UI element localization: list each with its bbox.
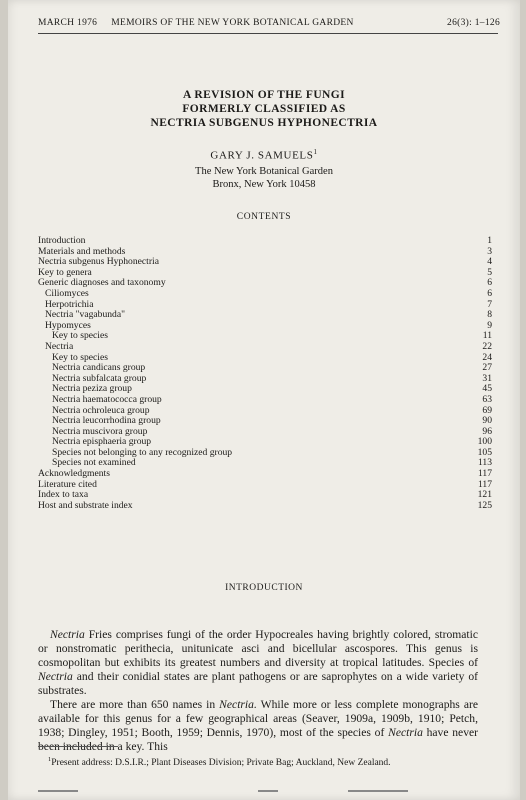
article-title bbox=[8, 88, 520, 130]
toc-page-number: 6 bbox=[487, 287, 492, 299]
toc-page-number: 105 bbox=[477, 446, 492, 458]
toc-label: Materials and methods bbox=[38, 245, 126, 257]
toc-label: Herpotrichia bbox=[45, 298, 94, 310]
title-line: A REVISION OF THE FUNGI bbox=[183, 89, 345, 101]
footnote-text: Present address: D.S.I.R.; Plant Diseases Division; Private Bag; Auckland, New Zealand. bbox=[51, 758, 391, 769]
toc-label: Key to genera bbox=[38, 266, 92, 278]
title-line: FORMERLY CLASSIFIED AS bbox=[182, 103, 346, 115]
toc-label: Acknowledgments bbox=[38, 468, 110, 480]
toc-label: Index to taxa bbox=[38, 489, 89, 501]
genus-name: Nectria. bbox=[219, 698, 257, 711]
toc-label: Nectria bbox=[45, 340, 74, 352]
toc-page-number: 31 bbox=[482, 372, 492, 384]
footnote-rule bbox=[38, 746, 118, 747]
toc-label: Nectria muscivora group bbox=[52, 425, 148, 437]
toc-page-number: 6 bbox=[487, 277, 492, 289]
toc-page-number: 45 bbox=[482, 383, 492, 395]
toc-page-number: 117 bbox=[477, 478, 492, 490]
toc-label: Nectria leucorrhodina group bbox=[52, 415, 161, 427]
introduction-body bbox=[38, 628, 478, 754]
toc-label: Nectria peziza group bbox=[52, 383, 132, 395]
toc-page-number: 22 bbox=[482, 340, 492, 352]
toc-label: Key to species bbox=[52, 330, 108, 342]
affiliation bbox=[8, 165, 520, 191]
toc-label: Nectria candicans group bbox=[52, 362, 146, 374]
running-header bbox=[38, 18, 500, 28]
toc-entry bbox=[38, 310, 492, 321]
toc-label: Hypomyces bbox=[45, 319, 91, 331]
header-date: MARCH 1976 bbox=[38, 18, 98, 28]
toc-page-number: 63 bbox=[482, 393, 492, 405]
toc-page-number: 3 bbox=[487, 245, 492, 257]
genus-name: Nectria bbox=[388, 726, 423, 739]
toc-page-number: 117 bbox=[477, 468, 492, 480]
document-page bbox=[8, 0, 520, 800]
affiliation-line: Bronx, New York 10458 bbox=[212, 179, 316, 190]
toc-label: Literature cited bbox=[38, 478, 97, 490]
toc-label: Species not examined bbox=[52, 457, 136, 469]
toc-page-number: 100 bbox=[477, 436, 492, 448]
toc-entry bbox=[38, 331, 492, 342]
toc-page-number: 4 bbox=[487, 256, 492, 268]
toc-entry bbox=[38, 289, 492, 300]
toc-label: Generic diagnoses and taxonomy bbox=[38, 277, 166, 289]
header-journal: MEMOIRS OF THE NEW YORK BOTANICAL GARDEN bbox=[111, 18, 354, 28]
toc-entry bbox=[38, 469, 492, 480]
toc-page-number: 7 bbox=[487, 298, 492, 310]
toc-entry bbox=[38, 236, 492, 247]
toc-page-number: 24 bbox=[482, 351, 492, 363]
toc-label: Nectria haematococca group bbox=[52, 393, 162, 405]
toc-entry bbox=[38, 257, 492, 268]
contents-heading: CONTENTS bbox=[236, 212, 292, 222]
toc-entry bbox=[38, 480, 492, 491]
toc-page-number: 27 bbox=[482, 362, 492, 374]
title-line: NECTRIA SUBGENUS HYPHONECTRIA bbox=[150, 117, 378, 129]
toc-page-number: 125 bbox=[477, 499, 492, 511]
toc-page-number: 8 bbox=[487, 309, 492, 321]
genus-name: Nectria bbox=[38, 670, 73, 683]
toc-entry bbox=[38, 278, 492, 289]
paragraph: There are more than 650 names in Nectria. While more or less complete monographs are available for this genus for a few geographical areas (Seaver, 1909a, 1909b, 1910; Petch, 1938; Dingley, 1951; Booth, 1959; Dennis, 1970), most of the species of Nectria have never been included in a key. This bbox=[38, 698, 478, 753]
toc-label: Nectria subgenus Hyphonectria bbox=[38, 256, 159, 268]
toc-page-number: 113 bbox=[477, 457, 492, 469]
toc-label: Nectria "vagabunda" bbox=[45, 309, 126, 321]
toc-label: Ciliomyces bbox=[45, 287, 89, 299]
cropped-next-line bbox=[38, 790, 490, 796]
toc-label: Nectria ochroleuca group bbox=[52, 404, 150, 416]
toc-page-number: 11 bbox=[482, 330, 492, 342]
introduction-heading: INTRODUCTION bbox=[225, 583, 303, 593]
table-of-contents bbox=[38, 236, 492, 511]
affiliation-line: The New York Botanical Garden bbox=[195, 166, 333, 177]
toc-page-number: 96 bbox=[482, 425, 492, 437]
toc-label: Nectria episphaeria group bbox=[52, 436, 152, 448]
toc-entry bbox=[38, 395, 492, 406]
toc-page-number: 9 bbox=[487, 319, 492, 331]
paragraph: Nectria Fries comprises fungi of the order Hypocreales having brightly colored, stromatic or nonstromatic perithecia, unitunicate asci and bicellular ascospores. This genus is cosmopolitan but exhibits its greatest numbers and diversity at tropical latitudes. Species of Nectria and their conidial states are plant pathogens or are saprophytes on a wide variety of substrates. bbox=[38, 628, 478, 697]
author bbox=[8, 148, 520, 162]
footnote-mark: 1 bbox=[48, 756, 52, 763]
toc-page-number: 1 bbox=[487, 235, 492, 246]
toc-page-number: 69 bbox=[482, 404, 492, 416]
toc-label: Nectria subfalcata group bbox=[52, 372, 147, 384]
toc-entry bbox=[38, 342, 492, 353]
toc-label: Key to species bbox=[52, 351, 108, 363]
header-rule bbox=[38, 33, 498, 34]
author-name: GARY J. SAMUELS bbox=[210, 149, 314, 162]
genus-name: Nectria bbox=[50, 628, 85, 641]
toc-entry bbox=[38, 501, 492, 512]
toc-label: Host and substrate index bbox=[38, 499, 133, 511]
toc-label: Introduction bbox=[38, 235, 86, 246]
header-volume: 26(3): 1–126 bbox=[447, 18, 500, 28]
toc-page-number: 90 bbox=[482, 415, 492, 427]
footnote bbox=[38, 753, 478, 770]
toc-label: Species not belonging to any recognized group bbox=[52, 446, 233, 458]
author-footnote-mark: 1 bbox=[313, 148, 318, 156]
toc-page-number: 5 bbox=[487, 266, 492, 278]
toc-page-number: 121 bbox=[477, 489, 492, 501]
